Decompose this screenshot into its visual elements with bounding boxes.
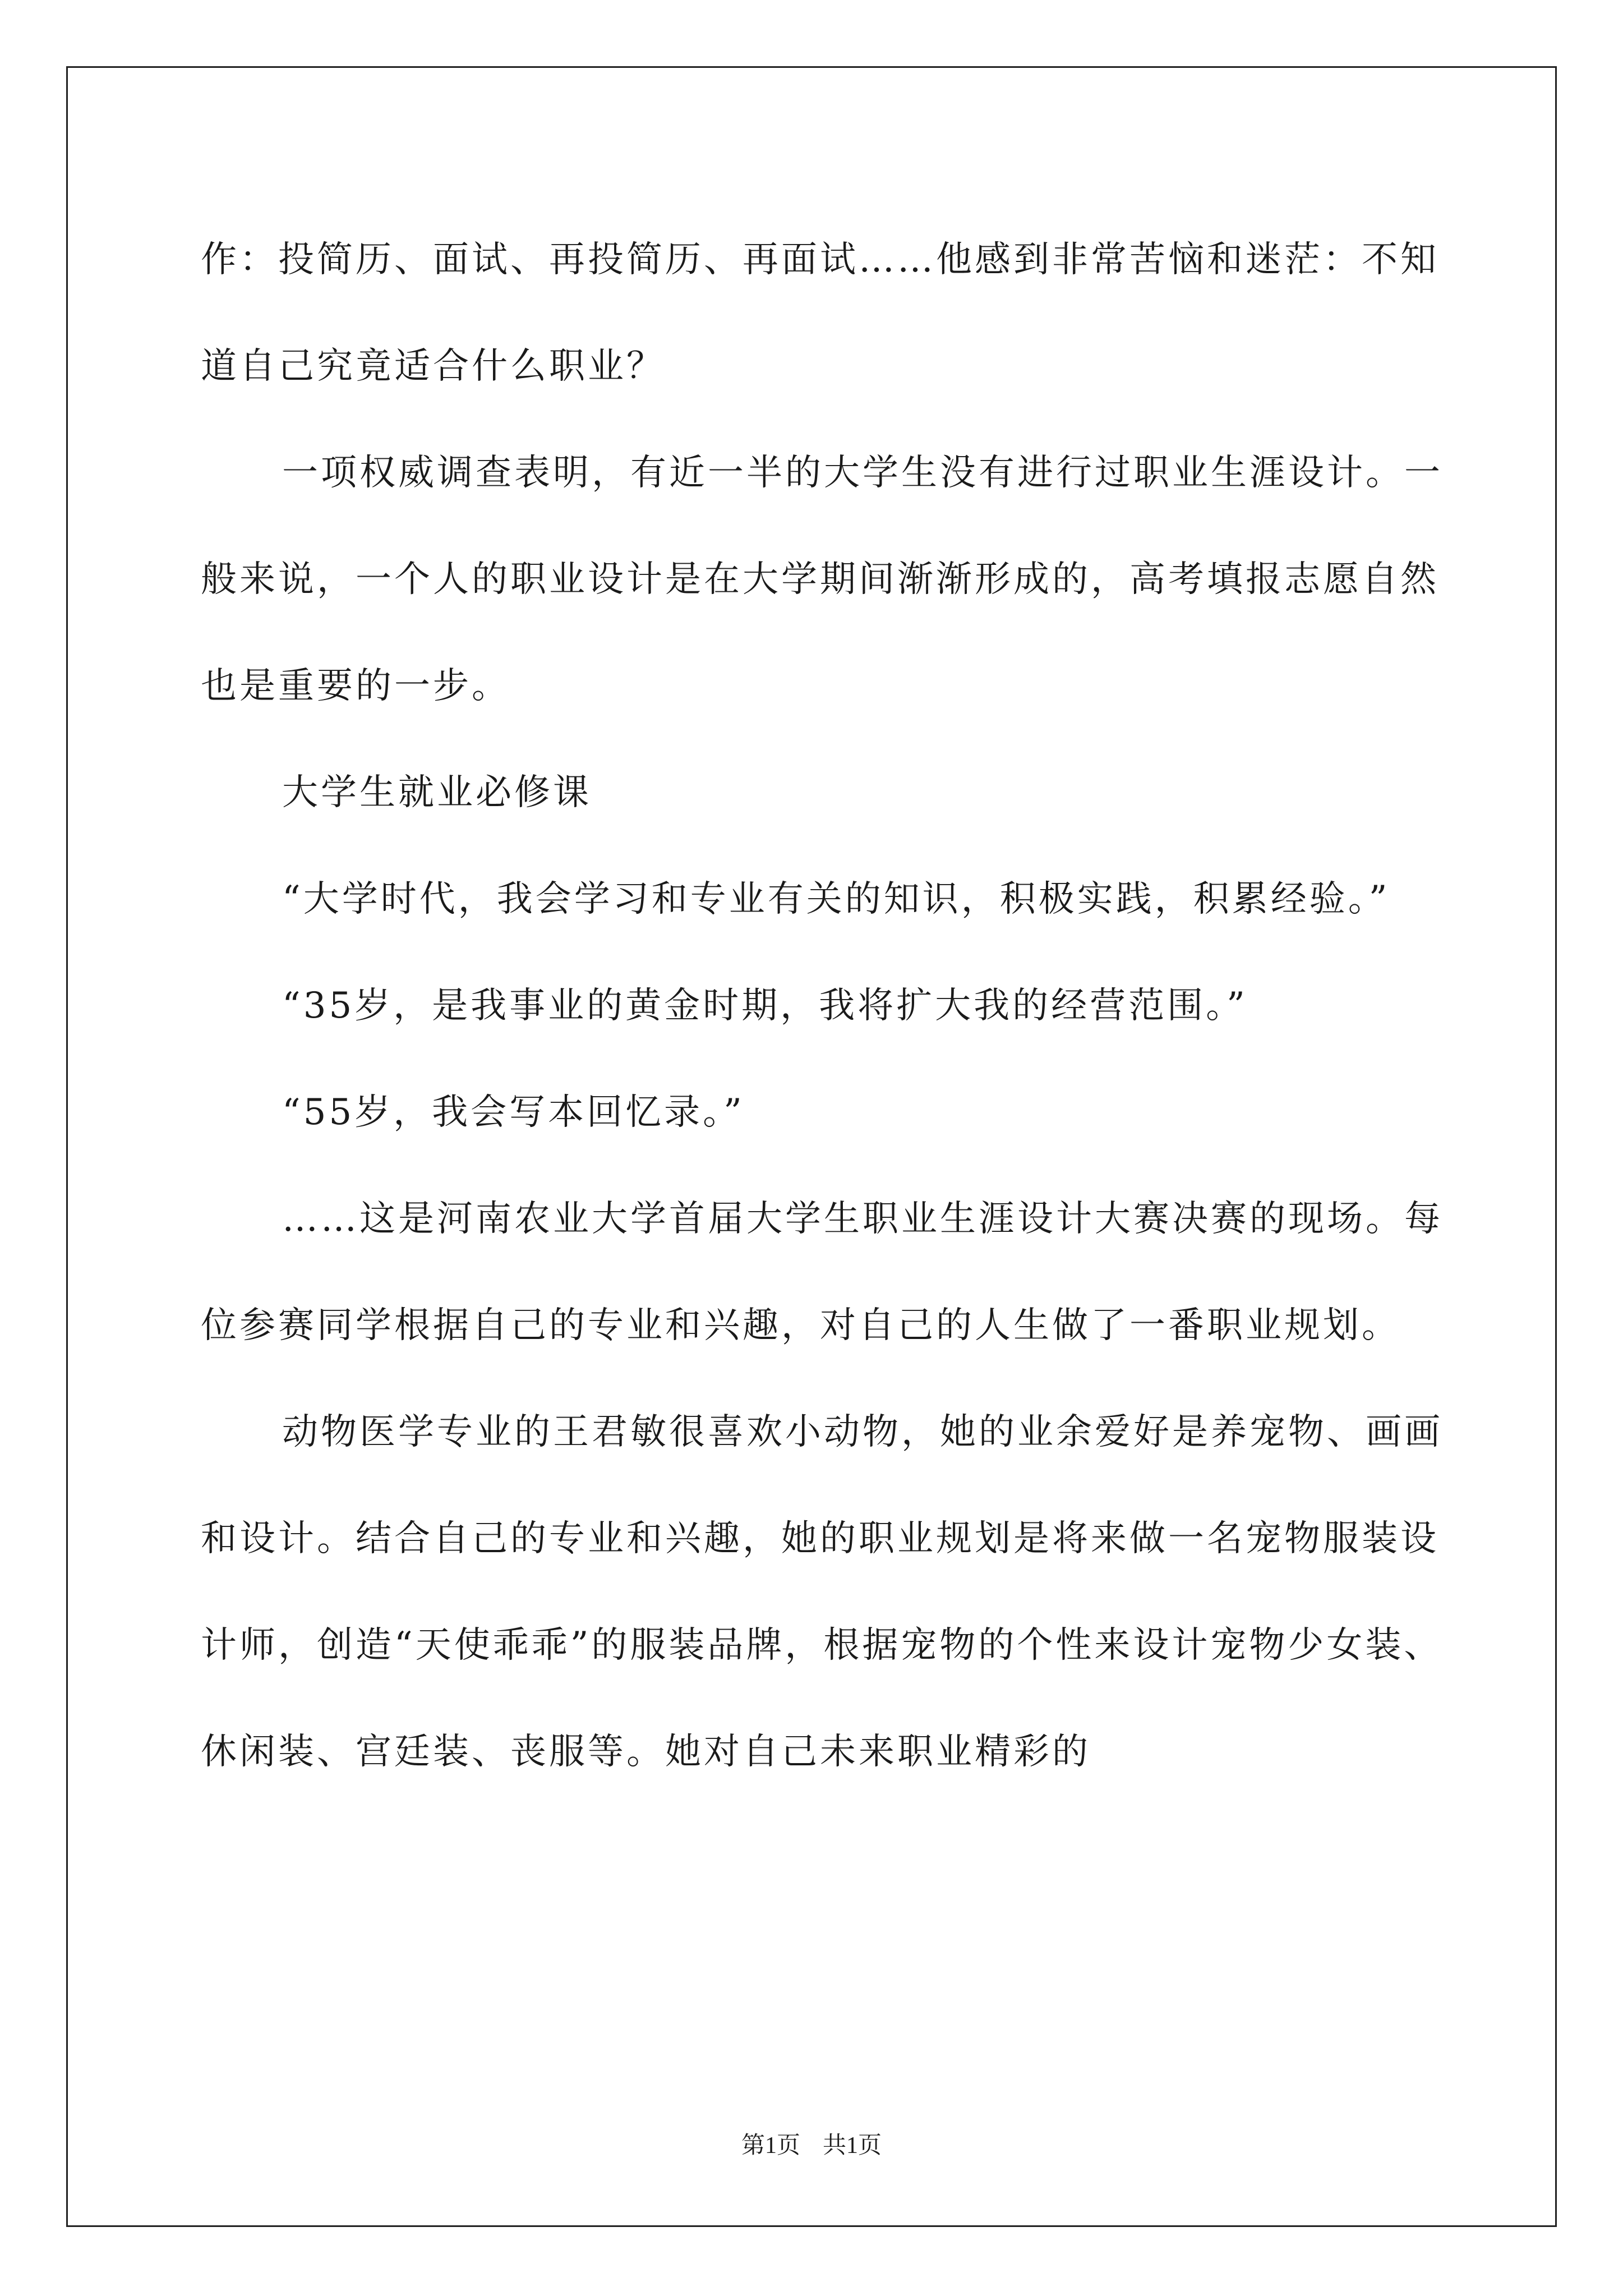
paragraph-5: “55岁，我会写本回忆录。” xyxy=(282,1092,745,1133)
section-heading: 大学生就业必修课 xyxy=(282,772,592,813)
paragraph-4: “35岁，是我事业的黄金时期，我将扩大我的经营范围。” xyxy=(282,985,1248,1027)
paragraph-2: 一项权威调查表明，有近一半的大学生没有进行过职业生涯设计。一般来说，一个人的职业设计是在大学期间渐渐形成的，高考填报志愿自然也是重要的一步。 xyxy=(201,452,1443,707)
page-number: 第1页 xyxy=(741,2133,800,2159)
page-total: 共1页 xyxy=(823,2133,882,2159)
paragraph-3: “大学时代，我会学习和专业有关的知识，积极实践，积累经验。” xyxy=(282,878,1390,920)
page-footer xyxy=(0,2129,1623,2162)
paragraph-7: 动物医学专业的王君敏很喜欢小动物，她的业余爱好是养宠物、画画和设计。结合自己的专业和兴趣，她的职业规划是将来做一名宠物服装设计师，创造“天使乖乖”的服装品牌，根据宠物的个性来设计宠物少女装、休闲装、宫廷装、丧服等。她对自己未来职业精彩的 xyxy=(201,1411,1443,1773)
paragraph-1: 作：投简历、面试、再投简历、再面试……他感到非常苦恼和迷茫：不知道自己究竟适合什么职业？ xyxy=(201,239,1439,387)
document-body xyxy=(201,206,1446,1805)
paragraph-6: ……这是河南农业大学首届大学生职业生涯设计大赛决赛的现场。每位参赛同学根据自己的专业和兴趣，对自己的人生做了一番职业规划。 xyxy=(201,1198,1443,1346)
